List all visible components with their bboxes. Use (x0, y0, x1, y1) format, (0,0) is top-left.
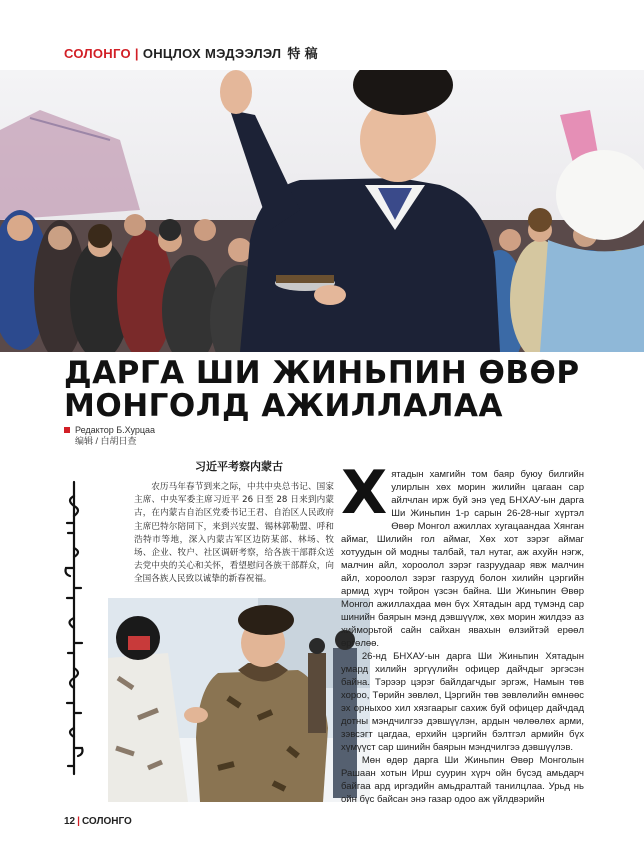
editor-credit-cn: 编辑 / 白胡日查 (75, 436, 137, 446)
mongolian-script-title (59, 478, 89, 778)
headline-line-2: МОНГОЛД АЖИЛЛАЛАА (64, 388, 504, 424)
footer-separator: | (77, 816, 80, 827)
magazine-brand: СОЛОНГО (64, 46, 131, 61)
editor-credit: Редактор Б.Хурцаа (75, 425, 156, 435)
hero-photo (0, 70, 644, 352)
drop-cap: Х (341, 458, 388, 528)
chinese-article (134, 458, 334, 587)
section-name: ОНЦЛОХ МЭДЭЭЛЭЛ (142, 46, 282, 61)
header-separator: | (134, 46, 139, 61)
chinese-article-title: 习近平考察内蒙古 (195, 460, 283, 473)
mongolian-paragraph-1: ятадын хамгийн том баяр буюу билгийн улирлын хөх морин жилийн цагаан сар айлчлан ирж буй энэ үед БНХАУ-ын дарга Ши Жиньпин 1-р сарын 26-28-ныг хүртэл Өвөр Монгол ажиллах хугацаандаа Хянган аймаг, Шилийн гол аймаг, Хөх хот зэрэг аймаг хотуудын ой модны талбай, тал нутаг, аж ахуйн нэгж, малчин айл, хороолол зэрэг газруудаар явж малчин айл, хороолол зэрэг газрууд болон хилийн цэргийн армид хүрч тойрон үзсэн байна. Ши Жиньпин Өвөр Монгол ажиллахдаа мөн бүх Хятадын ард түмэнд сар шинийн баярын мэнд дэвшүүлж, хөх морин жилдээ аз хийморьтой сайн сайхан явахын өлзийтэй ерөөл өргөлөө. (341, 469, 584, 649)
page-footer (64, 816, 132, 827)
mongolian-article (341, 458, 584, 806)
mongolian-paragraph-2: 26-нд БНХАУ-ын дарга Ши Жиньпин Хятадын умард хилийн эргүүлийн офицер дайчдыг эргэсэн байна. Тэрээр цэрэг байлдагчдыг эргэж, Намын төв хороо, Төрийн зөвлөл, Цэргийн төв зөвлөлийн өмнөөс эх орныхоо хил хязгаарыг сахиж буй офицер дайчдад дотны мэндчилгээ дэвшүүлэн, ардын чөлөөлөх арми, зэвсэгт цагдаа, ерхийн цэргийн бэлтгэл армийн бүх хүмүүст сар шинийн баярын мэндчилгээ дэвшүүлэв. (341, 651, 584, 753)
chinese-article-body: 农历马年春节到来之际，中共中央总书记、国家主席、中央军委主席习近平 26 日至 28 日来到内蒙古，在内蒙古自治区党委书记王君、自治区人民政府主席巴特尔陪同下，来到兴安盟、锡林郭勒盟、呼和浩特市等地，深入内蒙古军区边防某部、林场、牧场、企业、牧户、社区调研考察，给各族干部群众送去党中央的关心和关怀，看望慰问各族干部群众，向全国各族人民致以诚挚的新春祝福。 (134, 482, 334, 585)
headline-line-1: ДАРГА ШИ ЖИНЬПИН ӨВӨР (64, 355, 580, 391)
section-header (64, 43, 318, 62)
section-name-cn: 特 稿 (287, 46, 318, 61)
page-number: 12 (64, 816, 76, 827)
border-patrol-photo (108, 598, 370, 802)
mongolian-paragraph-3: Мөн өдөр дарга Ши Жиньпин Өвөр Монголын Рашаан хотын Ирш суурин хүрч ойн бүсэд амьдарч байгаа ард иргэдийн амьдралтай танилцлаа. Урьд нь ойн бүс байсан энэ газар одоо аж үйлдвэрийн (341, 755, 584, 805)
article-headline (64, 357, 624, 423)
red-square-icon (64, 427, 70, 433)
footer-brand: СОЛОНГО (81, 816, 132, 827)
credits (64, 425, 155, 447)
